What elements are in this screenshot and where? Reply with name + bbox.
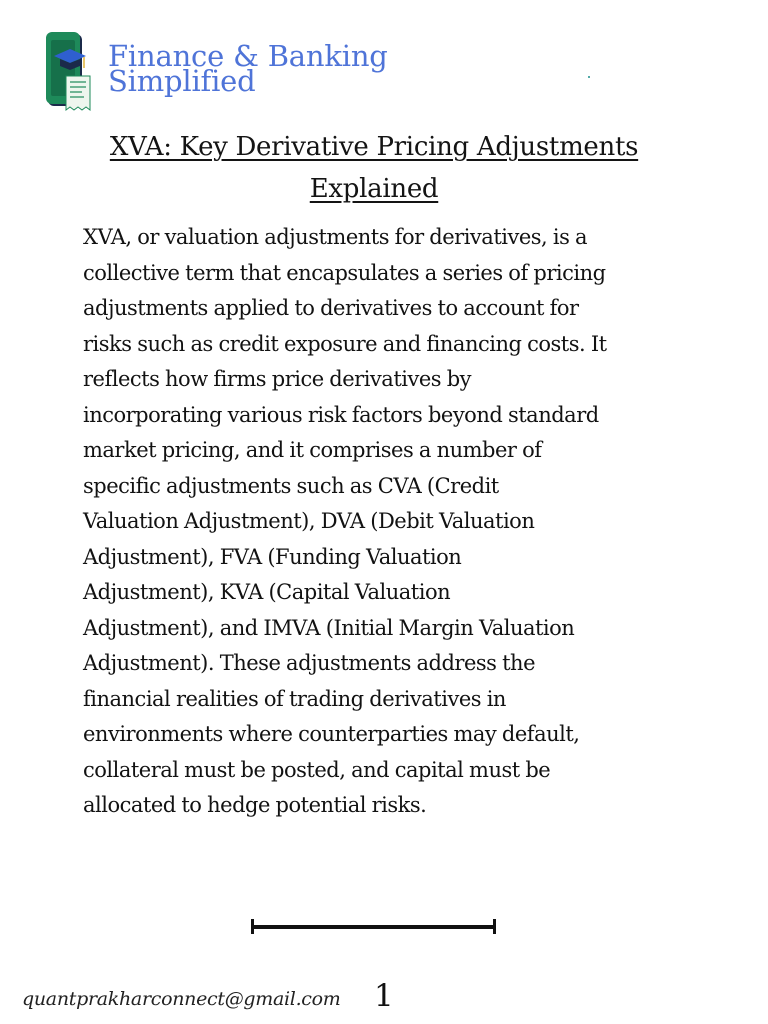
brand-line-1: Finance & Banking <box>108 39 388 73</box>
title-line-2: Explained <box>309 174 439 204</box>
brand-name <box>108 39 388 98</box>
decorative-dot <box>588 76 590 78</box>
brand-line-2: Simplified <box>108 64 256 98</box>
paragraph-line: incorporating various risk factors beyond standard <box>83 402 599 427</box>
paragraph-line: market pricing, and it comprises a number of <box>83 438 542 462</box>
paragraph-line: Adjustment), KVA (Capital Valuation <box>83 580 451 604</box>
paragraph-line: financial realities of trading derivatives in <box>83 686 506 711</box>
paragraph-line: reflects how firms price derivatives by <box>83 367 472 391</box>
paragraph-line: collateral must be posted, and capital must be <box>83 757 551 782</box>
title-line-1: XVA: Key Derivative Pricing Adjustments <box>109 132 639 162</box>
paragraph-line: adjustments applied to derivatives to account for <box>83 296 579 320</box>
paragraph-line: environments where counterparties may default, <box>83 722 580 746</box>
paragraph-line: Valuation Adjustment), DVA (Debit Valuation <box>83 509 535 533</box>
paragraph-line: allocated to hedge potential risks. <box>83 793 427 817</box>
paragraph-line: XVA, or valuation adjustments for derivatives, is a <box>83 225 588 249</box>
page-number: 1 <box>374 978 394 1014</box>
document-title <box>50 126 698 210</box>
paragraph-line: risks such as credit exposure and financing costs. It <box>83 331 607 356</box>
paragraph-line: Adjustment), FVA (Funding Valuation <box>83 544 462 569</box>
section-divider <box>252 925 496 929</box>
paragraph-line: collective term that encapsulates a series of pricing <box>83 260 606 285</box>
paragraph-line: Adjustment), and IMVA (Initial Margin Valuation <box>83 615 575 640</box>
paragraph-line: specific adjustments such as CVA (Credit <box>83 473 499 498</box>
footer-email: quantprakharconnect@gmail.com <box>22 988 341 1010</box>
divider-left-cap <box>251 919 254 934</box>
body-paragraph <box>83 220 707 824</box>
divider-right-cap <box>493 919 496 934</box>
paragraph-line: Adjustment). These adjustments address the <box>83 651 536 675</box>
finance-logo-icon <box>44 28 104 112</box>
